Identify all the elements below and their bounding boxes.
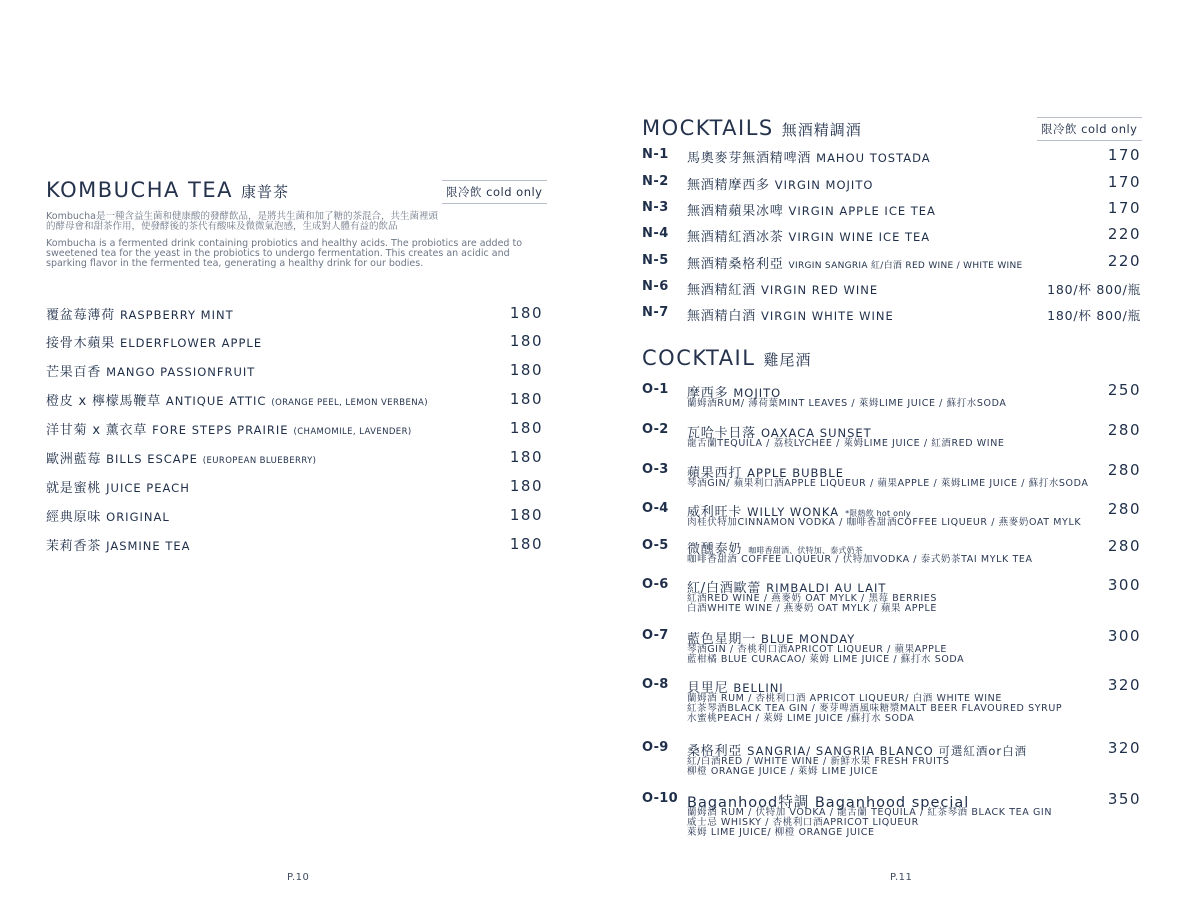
item-price: 220 [1107, 252, 1141, 270]
menu-item [46, 535, 543, 557]
item-code: N-2 [642, 174, 669, 189]
item-name-zh: 無酒精摩西多 [687, 178, 770, 193]
item-name-en: MOJITO [733, 386, 782, 400]
mocktails-heading [642, 116, 862, 140]
item-name-zh: 無酒精紅酒冰茶 [687, 230, 784, 245]
item-ingredients [687, 399, 1006, 409]
item-name-zh: 紅/白酒歐蕾 [687, 581, 762, 596]
item-code: O-4 [642, 501, 669, 516]
ingredient-line: 龍舌蘭TEQUILA / 荔枝LYCHEE / 萊姆LIME JUICE / 紅酒RED WINE [687, 438, 1005, 449]
item-code: N-6 [642, 279, 669, 294]
item-ingredients [687, 479, 1088, 489]
item-name-zh: 馬奧麥芽無酒精啤酒 [687, 151, 812, 166]
ingredient-line: 柳橙 ORANGE JUICE / 萊姆 LIME JUICE [687, 766, 879, 777]
item-name-en: ORIGINAL [106, 510, 170, 524]
item-name-zh: 摩西多 [687, 386, 729, 401]
item-note: (CHAMOMILE, LAVENDER) [293, 427, 412, 437]
item-price: 170 [1107, 199, 1141, 217]
item-ingredients [687, 694, 1062, 724]
ingredient-line: 紅/白酒RED / WHITE WINE / 新鮮水果 FRESH FRUITS [687, 756, 950, 767]
item-name-en: FORE STEPS PRAIRIE [152, 423, 289, 437]
item-name-zh: 藍色星期一 [687, 632, 757, 647]
item-name-en: MANGO PASSIONFRUIT [106, 365, 256, 379]
item-name-en: Baganhood special [814, 795, 970, 811]
item-code: O-9 [642, 740, 669, 755]
menu-item [46, 332, 543, 354]
mocktails-title-zh: 無酒精調酒 [781, 121, 862, 139]
item-code: O-1 [642, 382, 669, 397]
item-name-en: ANTIQUE ATTIC [165, 394, 267, 408]
menu-item [642, 305, 1141, 325]
item-price: 180 [509, 390, 543, 408]
item-name-zh: 瓦哈卡日落 [687, 426, 757, 441]
item-name-zh: 威利旺卡 [687, 505, 743, 520]
item-name-zh: 就是蜜桃 [46, 481, 102, 496]
item-code: O-10 [642, 791, 678, 806]
item-ingredients [687, 555, 1033, 565]
item-name-en: SANGRIA/ SANGRIA BLANCO 可選紅酒or白酒 [747, 744, 1028, 758]
ingredient-line: 肉桂伏特加CINNAMON VODKA / 咖啡香甜酒COFFEE LIQUEUR / 燕麥奶OAT MYLK [687, 517, 1082, 528]
item-name-zh: 無酒精蘋果冰啤 [687, 204, 784, 219]
kombucha-title: KOMBUCHA TEA [46, 178, 234, 202]
item-name-en: APPLE BUBBLE [747, 466, 844, 480]
item-price: 320 [1107, 676, 1141, 694]
item-name-zh: 無酒精桑格利亞 [687, 257, 784, 272]
item-note: (EUROPEAN BLUEBERRY) [202, 456, 317, 466]
ingredient-line: 蘭姆酒 RUM / 杏桃利口酒 APRICOT LIQUEUR/ 白酒 WHITE WINE [687, 693, 1002, 704]
ingredient-line: 威士忌 WHISKY / 杏桃利口酒APRICOT LIQUEUR [687, 817, 919, 828]
cold-only-tag: 限冷飲 cold only [1037, 117, 1142, 141]
item-code: O-5 [642, 538, 669, 553]
item-price: 180/杯 800/瓶 [1047, 282, 1141, 297]
item-name-en: VIRGIN SANGRIA 紅/白酒 RED WINE / WHITE WINE [788, 261, 1023, 271]
item-price: 180 [509, 535, 543, 553]
page-number: P.11 [890, 872, 913, 883]
item-code: N-7 [642, 305, 669, 320]
item-code: O-7 [642, 628, 669, 643]
item-code: N-3 [642, 200, 669, 215]
item-price: 300 [1107, 576, 1141, 594]
desc-en-line: Kombucha is a fermented drink containing probiotics and healthy acids. The probiotics are added to [46, 238, 523, 249]
item-name-en: WILLY WONKA [747, 505, 840, 519]
item-ingredients [687, 594, 937, 614]
item-name-en: VIRGIN WHITE WINE [760, 309, 894, 323]
ingredient-line: 蘭姆酒 RUM / 伏特加 VODKA / 龍舌蘭 TEQUILA / 紅茶琴酒 BLACK TEA GIN [687, 807, 1053, 818]
item-code: O-6 [642, 577, 669, 592]
desc-zh-line: Kombucha是一種含益生菌和健康酸的發酵飲品，是將共生菌和加了糖的茶混合，共生菌裡頭 [46, 211, 438, 222]
right-page [600, 0, 1200, 900]
item-price: 170 [1107, 173, 1141, 191]
cocktail-heading [642, 346, 811, 370]
item-name-zh: Baganhood特調 [687, 795, 810, 811]
item-ingredients [687, 645, 964, 665]
item-name-en: ELDERFLOWER APPLE [119, 336, 263, 350]
menu-item [642, 226, 1141, 246]
menu-item [46, 506, 543, 528]
item-ingredients [687, 518, 1081, 528]
item-code: O-2 [642, 422, 669, 437]
item-extra-note: *限熱飲 hot only [845, 509, 911, 518]
item-name [687, 279, 878, 298]
cocktail-title: COCKTAIL [642, 346, 756, 370]
menu-item [46, 419, 543, 441]
item-name-zh: 無酒精紅酒 [687, 283, 757, 298]
item-name-zh: 歐洲藍莓 [46, 452, 102, 467]
item-code: N-5 [642, 253, 669, 268]
item-name-zh: 洋甘菊 x 薰衣草 [46, 423, 148, 438]
item-ingredients [687, 757, 950, 777]
ingredient-line: 水蜜桃PEACH / 萊姆 LIME JUICE /蘇打水 SODA [687, 713, 915, 724]
item-price: 180 [509, 477, 543, 495]
item-price: 320 [1107, 739, 1141, 757]
item-price: 350 [1107, 790, 1141, 808]
item-name [687, 200, 936, 219]
ingredient-line: 咖啡香甜酒 COFFEE LIQUEUR / 伏特加VODKA / 泰式奶茶TAI MYLK TEA [687, 554, 1033, 565]
menu-item [642, 200, 1141, 220]
item-name-zh: 微醺泰奶 [687, 542, 743, 557]
item-name-en: JASMINE TEA [106, 539, 191, 553]
item-price: 280 [1107, 461, 1141, 479]
cocktail-title-zh: 雞尾酒 [763, 351, 812, 369]
item-price: 180 [509, 448, 543, 466]
cold-only-tag: 限冷飲 cold only [442, 180, 547, 204]
item-price: 170 [1107, 146, 1141, 164]
item-price: 280 [1107, 537, 1141, 555]
item-code: N-1 [642, 147, 669, 162]
item-name-en: BELLINI [733, 681, 784, 695]
item-name-en: VIRGIN MOJITO [774, 178, 874, 192]
item-name-en: RIMBALDI AU LAIT [766, 581, 887, 595]
item-name-en: VIRGIN APPLE ICE TEA [788, 204, 936, 218]
menu-item [46, 448, 543, 470]
item-name-en: MAHOU TOSTADA [816, 151, 931, 165]
item-price: 300 [1107, 627, 1141, 645]
item-name-en: OAXACA SUNSET [760, 426, 872, 440]
item-name-en: BLUE MONDAY [760, 632, 856, 646]
item-name [687, 253, 1023, 272]
ingredient-line: 萊姆 LIME JUICE/ 柳橙 ORANGE JUICE [687, 827, 875, 838]
item-price: 280 [1107, 500, 1141, 518]
item-price: 180 [509, 304, 543, 322]
menu-item [46, 361, 543, 383]
item-name-zh: 芒果百香 [46, 365, 102, 380]
item-note: (ORANGE PEEL, LEMON VERBENA) [271, 398, 428, 408]
item-name-zh: 經典原味 [46, 510, 102, 525]
desc-en-line: sparking flavor in the fermented tea, generating a healthy drink for our bodies. [46, 258, 424, 269]
ingredient-line: 蘭姆酒RUM/ 薄荷葉MINT LEAVES / 萊姆LIME JUICE / 蘇打水SODA [687, 398, 1007, 409]
item-ingredients [687, 439, 1005, 449]
item-name-zh: 橙皮 x 檸檬馬鞭草 [46, 394, 161, 409]
item-price: 180/杯 800/瓶 [1047, 308, 1141, 323]
item-price: 220 [1107, 225, 1141, 243]
kombucha-desc-zh [46, 212, 526, 232]
ingredient-line: 藍柑橘 BLUE CURACAO/ 萊姆 LIME JUICE / 蘇打水 SODA [687, 654, 965, 665]
ingredient-line: 白酒WHITE WINE / 燕麥奶 OAT MYLK / 蘋果 APPLE [687, 603, 937, 614]
desc-en-line: sweetened tea for the yeast in the probiotics to undergo fermentation. This creates an acidic and [46, 248, 510, 259]
item-price: 180 [509, 506, 543, 524]
item-name-en: RASPBERRY MINT [119, 308, 234, 322]
item-price: 250 [1107, 381, 1141, 399]
item-name [687, 226, 930, 245]
item-name-zh: 茉莉香茶 [46, 539, 102, 554]
menu-item [46, 390, 543, 412]
item-extra-note: 咖啡香甜酒、伏特加、泰式奶茶 [748, 546, 864, 555]
item-price: 180 [509, 419, 543, 437]
kombucha-heading [46, 178, 289, 202]
item-name-en: BILLS ESCAPE [106, 452, 198, 466]
item-code: N-4 [642, 226, 669, 241]
kombucha-title-zh: 康普茶 [241, 183, 290, 201]
ingredient-line: 琴酒GIN/ 蘋果利口酒APPLE LIQUEUR / 蘋果APPLE / 萊姆LIME JUICE / 蘇打水SODA [687, 478, 1089, 489]
item-price: 180 [509, 361, 543, 379]
item-name-zh: 蘋果西打 [687, 466, 743, 481]
item-name-en: JUICE PEACH [106, 481, 190, 495]
menu-item [642, 279, 1141, 299]
item-name [687, 147, 931, 166]
ingredient-line: 紅茶琴酒BLACK TEA GIN / 麥芽啤酒風味糖漿MALT BEER FLAVOURED SYRUP [687, 703, 1063, 714]
ingredient-line: 紅酒RED WINE / 燕麥奶 OAT MYLK / 黑莓 BERRIES [687, 593, 938, 604]
item-name-zh: 接骨木蘋果 [46, 336, 116, 351]
item-name [687, 305, 894, 324]
kombucha-desc-en [46, 239, 526, 269]
item-price: 280 [1107, 421, 1141, 439]
item-name-zh: 桑格利亞 [687, 744, 743, 759]
mocktails-title: MOCKTAILS [642, 116, 774, 140]
ingredient-line: 琴酒GIN / 杏桃利口酒APRICOT LIQUEUR / 蘋果APPLE [687, 644, 947, 655]
item-code: O-3 [642, 462, 669, 477]
item-name [687, 174, 873, 193]
item-name-en: VIRGIN RED WINE [760, 283, 879, 297]
page-number: P.10 [287, 872, 310, 883]
item-code: O-8 [642, 677, 669, 692]
menu-item [46, 304, 543, 326]
desc-zh-line: 的酵母會和甜茶作用，使發酵後的茶代有酸味及微微氣泡感，生成對人體有益的飲品 [46, 221, 398, 232]
menu-item [642, 174, 1141, 194]
item-name-en: VIRGIN WINE ICE TEA [788, 230, 931, 244]
item-ingredients [687, 808, 1052, 838]
item-name-zh: 貝里尼 [687, 681, 729, 696]
menu-item [642, 253, 1141, 273]
item-name-zh: 無酒精白酒 [687, 309, 757, 324]
menu-item [46, 477, 543, 499]
item-name-zh: 覆盆莓薄荷 [46, 308, 116, 323]
item-price: 180 [509, 332, 543, 350]
menu-item [642, 147, 1141, 167]
